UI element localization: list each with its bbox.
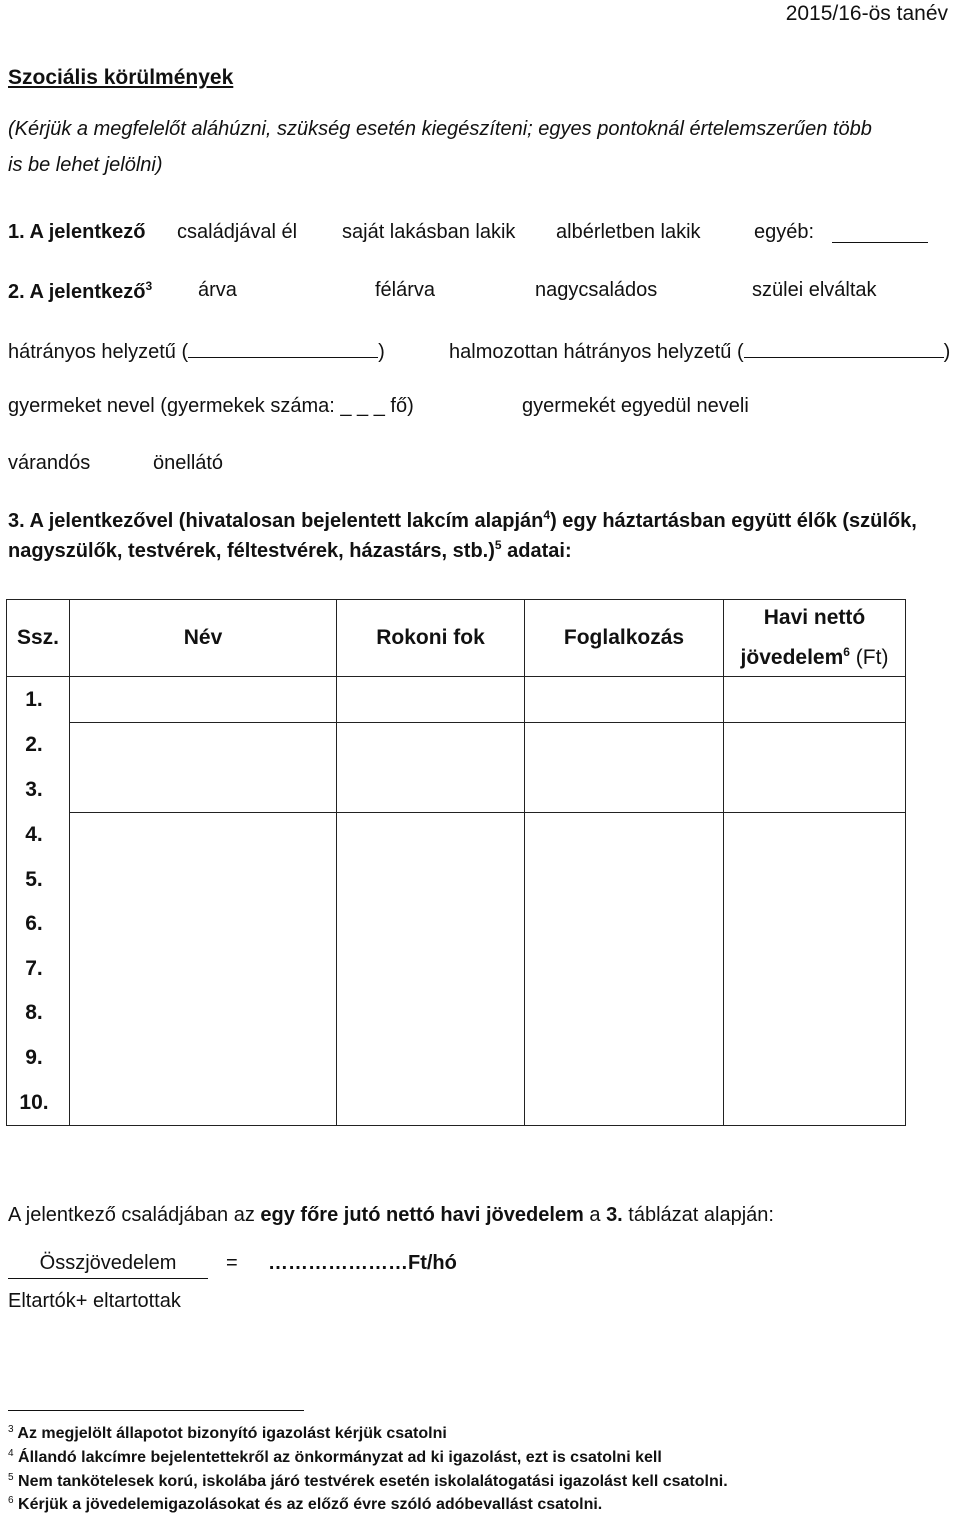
row-number: 9. — [7, 1036, 70, 1081]
name-cell[interactable] — [70, 857, 337, 902]
row-number: 2. — [7, 722, 70, 767]
income-sentence: A jelentkező családjában az egy főre jutó nettó havi jövedelem a 3. táblázat alapján: — [8, 1204, 774, 1226]
table-row — [7, 722, 906, 767]
occupation-cell[interactable] — [525, 902, 724, 947]
name-cell[interactable] — [70, 722, 337, 767]
q3-line-2: nagyszülők, testvérek, féltestvérek, házastárs, stb.)$^5$ adatai: — [8, 538, 572, 562]
q2-option-orphan[interactable]: árva — [198, 279, 237, 301]
relation-cell[interactable] — [337, 1080, 525, 1125]
table-row — [7, 812, 906, 857]
q1-option-rent[interactable]: albérletben lakik — [556, 221, 701, 243]
q2-option-single-parent[interactable]: gyermekét egyedül neveli — [522, 395, 749, 417]
table-row — [7, 677, 906, 723]
row-number: 7. — [7, 947, 70, 992]
name-cell[interactable] — [70, 1080, 337, 1125]
household-table — [6, 599, 906, 1126]
q2-option-half-orphan[interactable]: félárva — [375, 279, 436, 301]
income-denominator: Eltartók+ eltartottak — [8, 1290, 181, 1312]
name-cell[interactable] — [70, 677, 337, 723]
income-cell[interactable] — [724, 677, 906, 723]
q3-line-1: 3. A jelentkezővel (hivatalosan bejelentett lakcím alapján$^4$) egy háztartásban együtt élők (szülők, — [8, 508, 917, 532]
table-header-row — [7, 600, 906, 677]
q2-option-disadvantaged[interactable]: hátrányos helyzetű ( ) — [8, 337, 385, 364]
q1-option-own-flat[interactable]: saját lakásban lakik — [342, 221, 516, 243]
relation-cell[interactable] — [337, 767, 525, 812]
footnote-ref-4: 4 — [543, 508, 551, 522]
row-number: 10. — [7, 1080, 70, 1125]
table-row — [7, 902, 906, 947]
name-cell[interactable] — [70, 947, 337, 992]
school-year: 2015/16-ös tanév — [785, 2, 948, 25]
relation-cell[interactable] — [337, 947, 525, 992]
q2-option-raises-children[interactable]: gyermeket nevel (gyermekek száma: _ _ _ fő) — [8, 395, 414, 417]
relation-cell[interactable] — [337, 677, 525, 723]
instruction-line-1: (Kérjük a megfelelőt aláhúzni, szükség esetén kiegészíteni; egyes pontoknál értelemszerűen több — [8, 118, 872, 140]
occupation-cell[interactable] — [525, 722, 724, 767]
relation-cell[interactable] — [337, 902, 525, 947]
row-number: 1. — [7, 677, 70, 723]
relation-cell[interactable] — [337, 812, 525, 857]
occupation-cell[interactable] — [525, 767, 724, 812]
footnote-ref-6: 6 — [843, 645, 850, 659]
row-number: 6. — [7, 902, 70, 947]
name-cell[interactable] — [70, 767, 337, 812]
col-header-relation: Rokoni fok — [337, 600, 525, 677]
q2-option-multi-disadvantaged[interactable]: halmozottan hátrányos helyzetű ( ) — [449, 337, 950, 364]
income-cell[interactable] — [724, 902, 906, 947]
instruction-line-2: is be lehet jelölni) — [8, 154, 163, 176]
income-cell[interactable] — [724, 991, 906, 1036]
footnote-divider — [8, 1410, 304, 1411]
income-result[interactable]: …………………Ft/hó — [268, 1252, 457, 1274]
q2-option-divorced-parents[interactable]: szülei elváltak — [752, 279, 877, 301]
section-title: Szociális körülmények — [8, 66, 234, 89]
footnote-6: $^6$ Kérjük a jövedelemigazolásokat és az előző évre szóló adóbevallást csatolni. — [8, 1495, 603, 1513]
q2-option-large-family[interactable]: nagycsaládos — [535, 279, 658, 301]
q2-option-pregnant[interactable]: várandós — [8, 452, 91, 474]
table-row — [7, 991, 906, 1036]
col-header-ssz: Ssz. — [7, 600, 70, 677]
income-cell[interactable] — [724, 722, 906, 767]
multi-disadvantaged-blank[interactable] — [744, 337, 944, 358]
income-cell[interactable] — [724, 1036, 906, 1081]
income-equals: = — [226, 1252, 238, 1274]
footnote-ref-5: 5 — [494, 538, 502, 552]
q1-other-blank[interactable] — [832, 220, 928, 243]
row-number: 5. — [7, 857, 70, 902]
q2-option-self-supporting[interactable]: önellátó — [153, 452, 224, 474]
name-cell[interactable] — [70, 812, 337, 857]
name-cell[interactable] — [70, 1036, 337, 1081]
relation-cell[interactable] — [337, 991, 525, 1036]
table-row — [7, 947, 906, 992]
footnote-4: $^4$ Állandó lakcímre bejelentettekről az önkormányzat ad ki igazolást, ezt is csatolni kell — [8, 1448, 662, 1466]
row-number: 4. — [7, 812, 70, 857]
table-row — [7, 767, 906, 812]
income-cell[interactable] — [724, 812, 906, 857]
name-cell[interactable] — [70, 991, 337, 1036]
table-row — [7, 1080, 906, 1125]
relation-cell[interactable] — [337, 722, 525, 767]
q2-label: 2. A jelentkező$^3$ — [8, 279, 153, 303]
footnote-5: $^5$ Nem tankötelesek korú, iskolába járó testvérek esetén iskolalátogatási igazolást kell csatolni. — [8, 1472, 728, 1490]
relation-cell[interactable] — [337, 857, 525, 902]
occupation-cell[interactable] — [525, 991, 724, 1036]
name-cell[interactable] — [70, 902, 337, 947]
occupation-cell[interactable] — [525, 677, 724, 723]
col-header-income: Havi nettó jövedelem$^6$ (Ft) — [724, 600, 906, 677]
table-row — [7, 1036, 906, 1081]
footnote-3: $^3$ Az megjelölt állapotot bizonyító igazolást kérjük csatolni — [8, 1424, 447, 1442]
occupation-cell[interactable] — [525, 857, 724, 902]
footnote-ref-3: 3 — [145, 279, 153, 293]
q1-option-family[interactable]: családjával él — [177, 221, 298, 243]
q1-label: 1. A jelentkező — [8, 221, 146, 243]
income-cell[interactable] — [724, 947, 906, 992]
income-cell[interactable] — [724, 1080, 906, 1125]
income-cell[interactable] — [724, 767, 906, 812]
occupation-cell[interactable] — [525, 947, 724, 992]
row-number: 8. — [7, 991, 70, 1036]
occupation-cell[interactable] — [525, 812, 724, 857]
table-row — [7, 857, 906, 902]
occupation-cell[interactable] — [525, 1036, 724, 1081]
col-header-occupation: Foglalkozás — [525, 600, 724, 677]
row-number: 3. — [7, 767, 70, 812]
occupation-cell[interactable] — [525, 1080, 724, 1125]
q1-option-other[interactable]: egyéb: — [754, 221, 815, 243]
relation-cell[interactable] — [337, 1036, 525, 1081]
col-header-name: Név — [70, 600, 337, 677]
disadvantaged-blank[interactable] — [188, 337, 378, 358]
income-cell[interactable] — [724, 857, 906, 902]
income-numerator: Összjövedelem — [8, 1252, 208, 1279]
